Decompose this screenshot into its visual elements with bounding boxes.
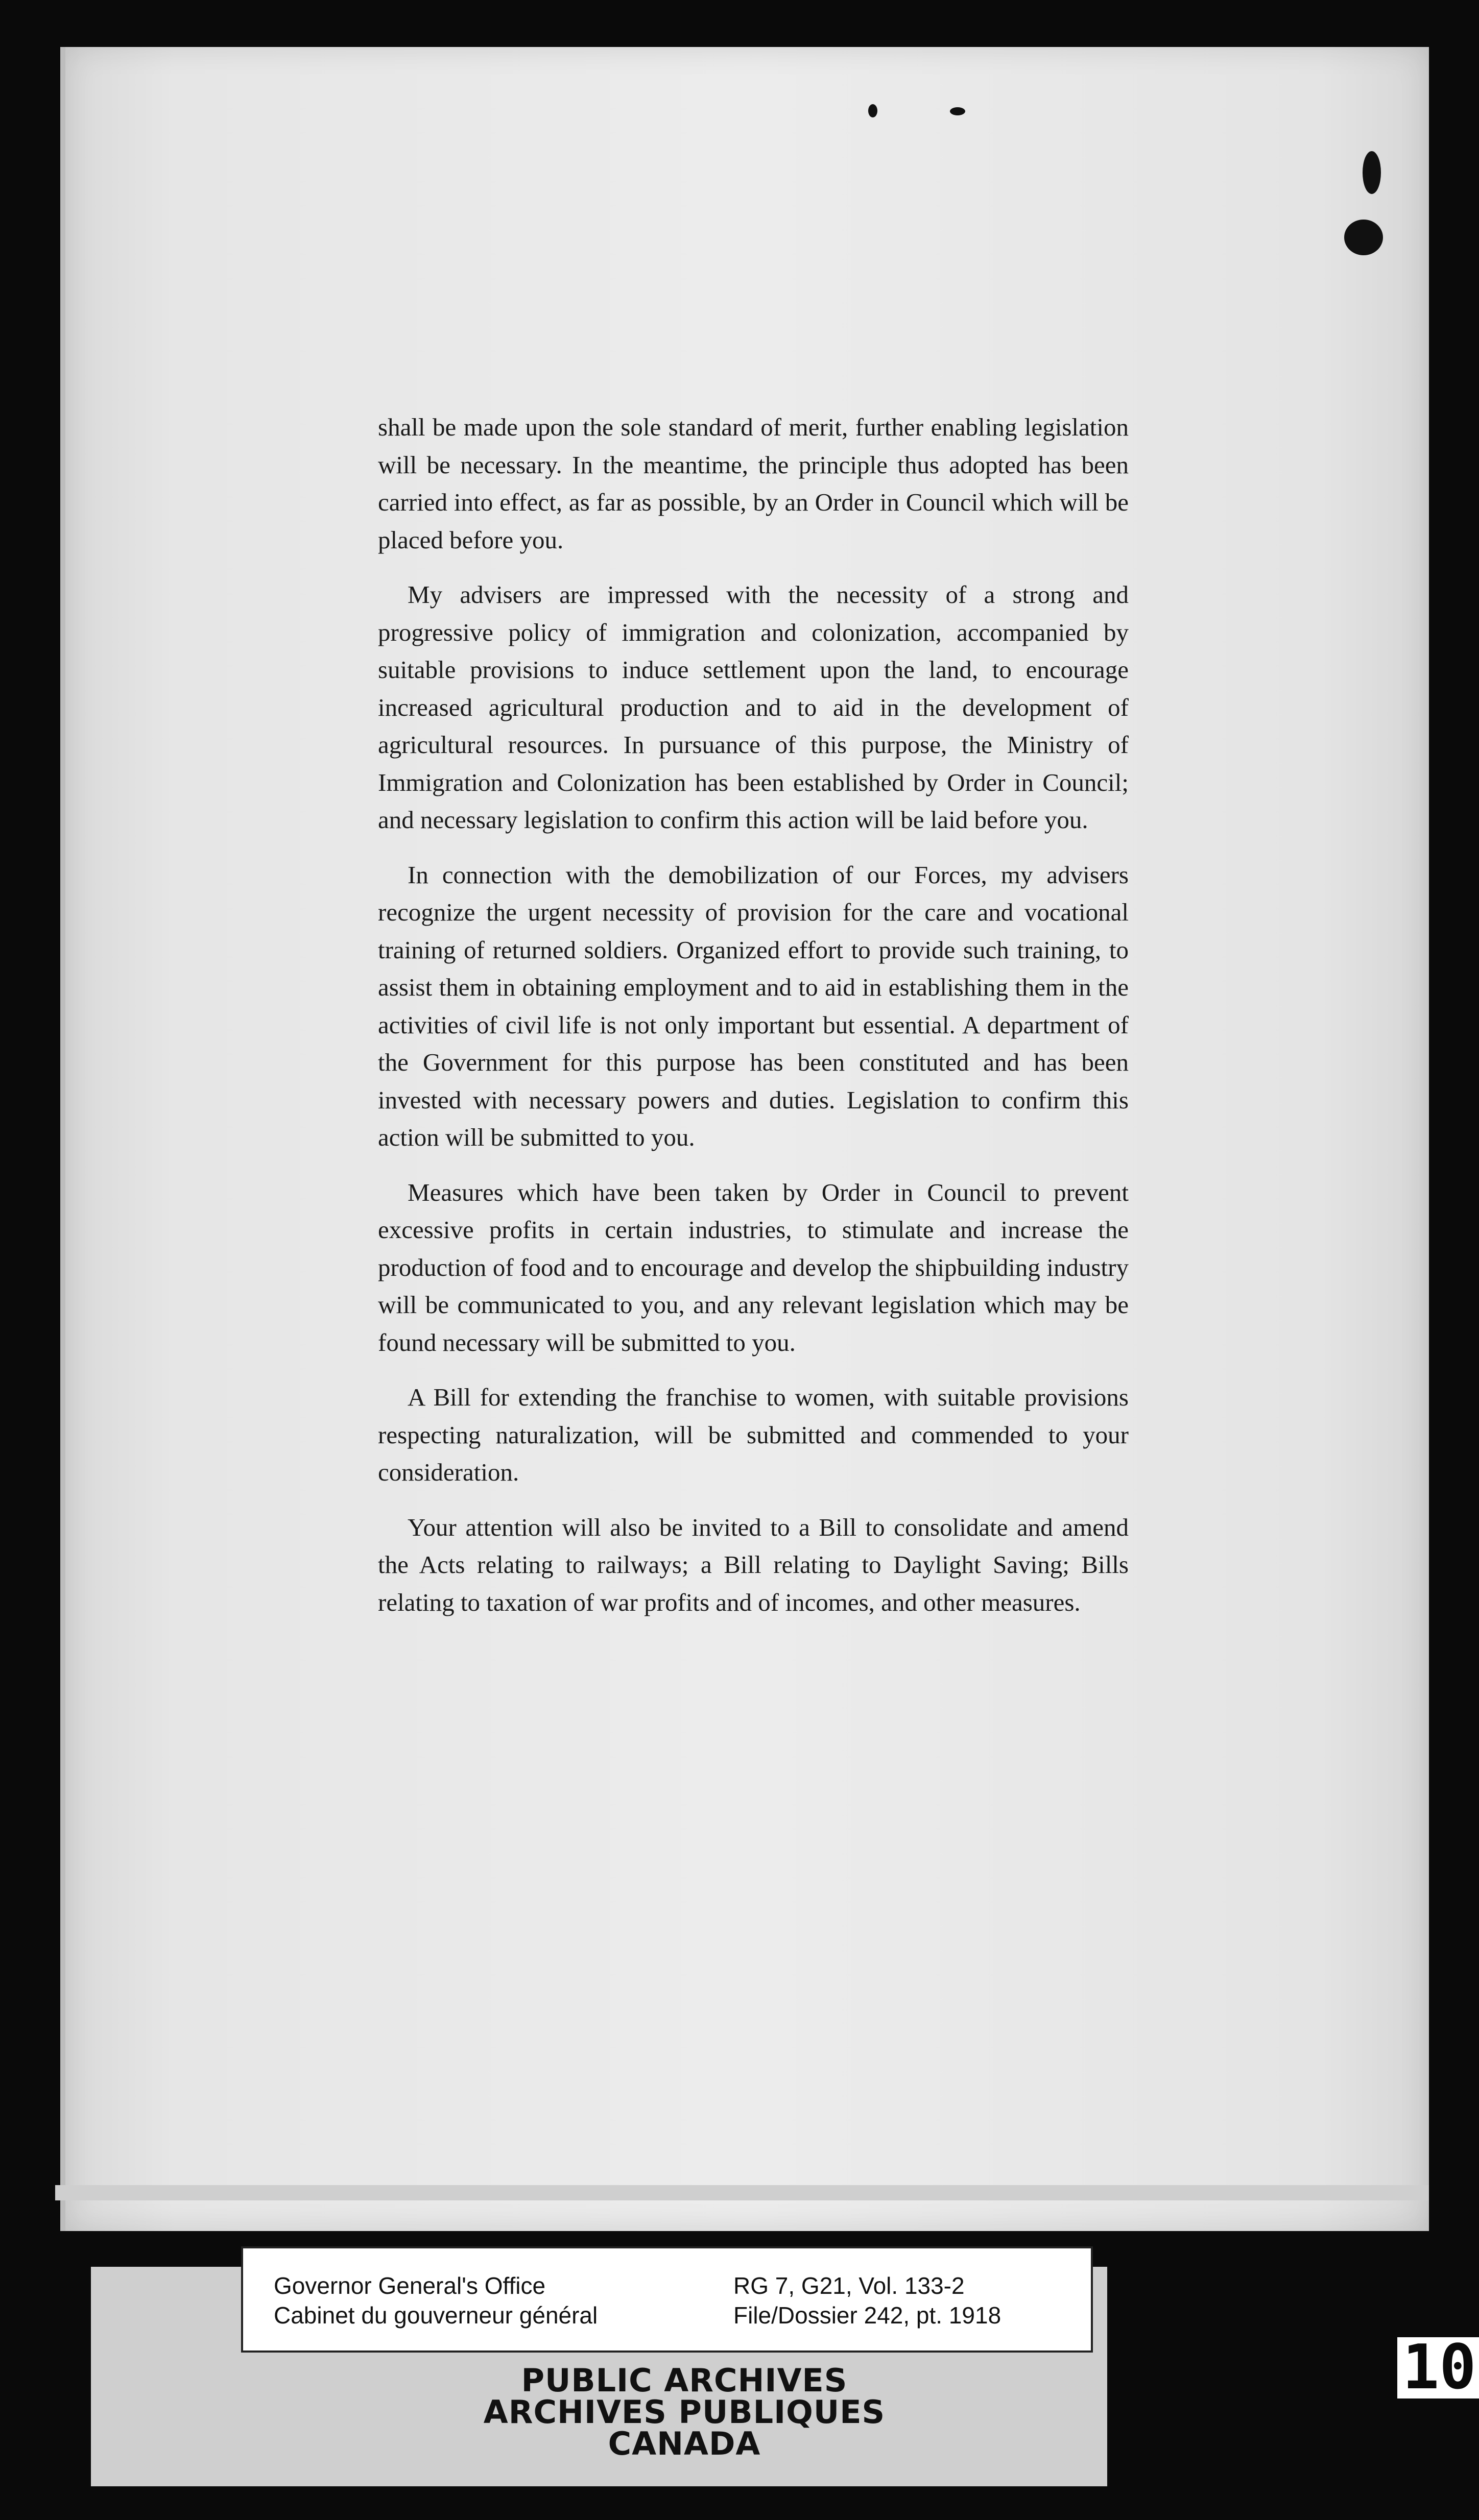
paragraph: Your attention will also be invited to a Bill to consolidate and amend the Acts relating to railways; a Bill relating to Daylight Saving; Bills relating to taxation of war profits and of incomes, and other measures. xyxy=(378,1513,1129,1616)
ink-speck xyxy=(868,104,877,117)
paragraph: shall be made upon the sole standard of merit, further enabling legislation will be necessary. In the meantime, the principle thus adopted has been carried into effect, as far as possible, by an Order in Council which will be placed before you. xyxy=(378,413,1129,554)
office-block xyxy=(274,2271,598,2330)
file-reference: File/Dossier 242, pt. 1918 xyxy=(733,2302,1001,2329)
paragraph: Measures which have been taken by Order in Council to prevent excessive profits in certain industries, to stimulate and increase the production of food and to encourage and develop the shipbuilding industry will be communicated to you, and any relevant legislation which may be found necessary will be submitted to you. xyxy=(378,1178,1129,1356)
paragraph: My advisers are impressed with the necessity of a strong and progressive policy of immigration and colonization, accompanied by suitable provisions to induce settlement upon the land, to encourage increased agricultural production and to aid in the development of agricultural resources. In pursuance of this purpose, the Ministry of Immigration and Colonization has been established by Order in Council; and necessary legislation to confirm this action will be laid before you. xyxy=(378,580,1129,834)
page-bottom-edge xyxy=(55,2185,1429,2200)
archive-reference-card xyxy=(241,2246,1093,2353)
punch-hole-mark xyxy=(1344,220,1383,255)
document-body xyxy=(378,408,1129,1638)
office-name-fr: Cabinet du gouverneur général xyxy=(274,2302,598,2329)
punch-hole-mark xyxy=(1363,151,1381,194)
paragraph: In connection with the demobilization of our Forces, my advisers recognize the urgent necessity of provision for the care and vocational training of returned soldiers. Organized effort to provide such training, to assist them in obtaining employment and to aid in establishing them in the activities of civil life is not only important but essential. A department of the Government for this purpose has been constituted and has been invested with necessary powers and duties. Legislation to confirm this action will be submitted to you. xyxy=(378,860,1129,1151)
ink-speck xyxy=(950,107,965,115)
archives-stamp xyxy=(429,2362,940,2462)
stamp-line: CANADA xyxy=(608,2425,761,2462)
frame-number: 10 xyxy=(1397,2337,1479,2398)
stamp-line: PUBLIC ARCHIVES xyxy=(521,2362,848,2399)
office-name-en: Governor General's Office xyxy=(274,2272,546,2299)
record-group-reference: RG 7, G21, Vol. 133-2 xyxy=(733,2272,965,2299)
stamp-line: ARCHIVES PUBLIQUES xyxy=(483,2393,886,2431)
paragraph: A Bill for extending the franchise to women, with suitable provisions respecting naturalization, will be submitted and commended to your consideration. xyxy=(378,1383,1129,1486)
reference-block xyxy=(733,2271,1001,2330)
